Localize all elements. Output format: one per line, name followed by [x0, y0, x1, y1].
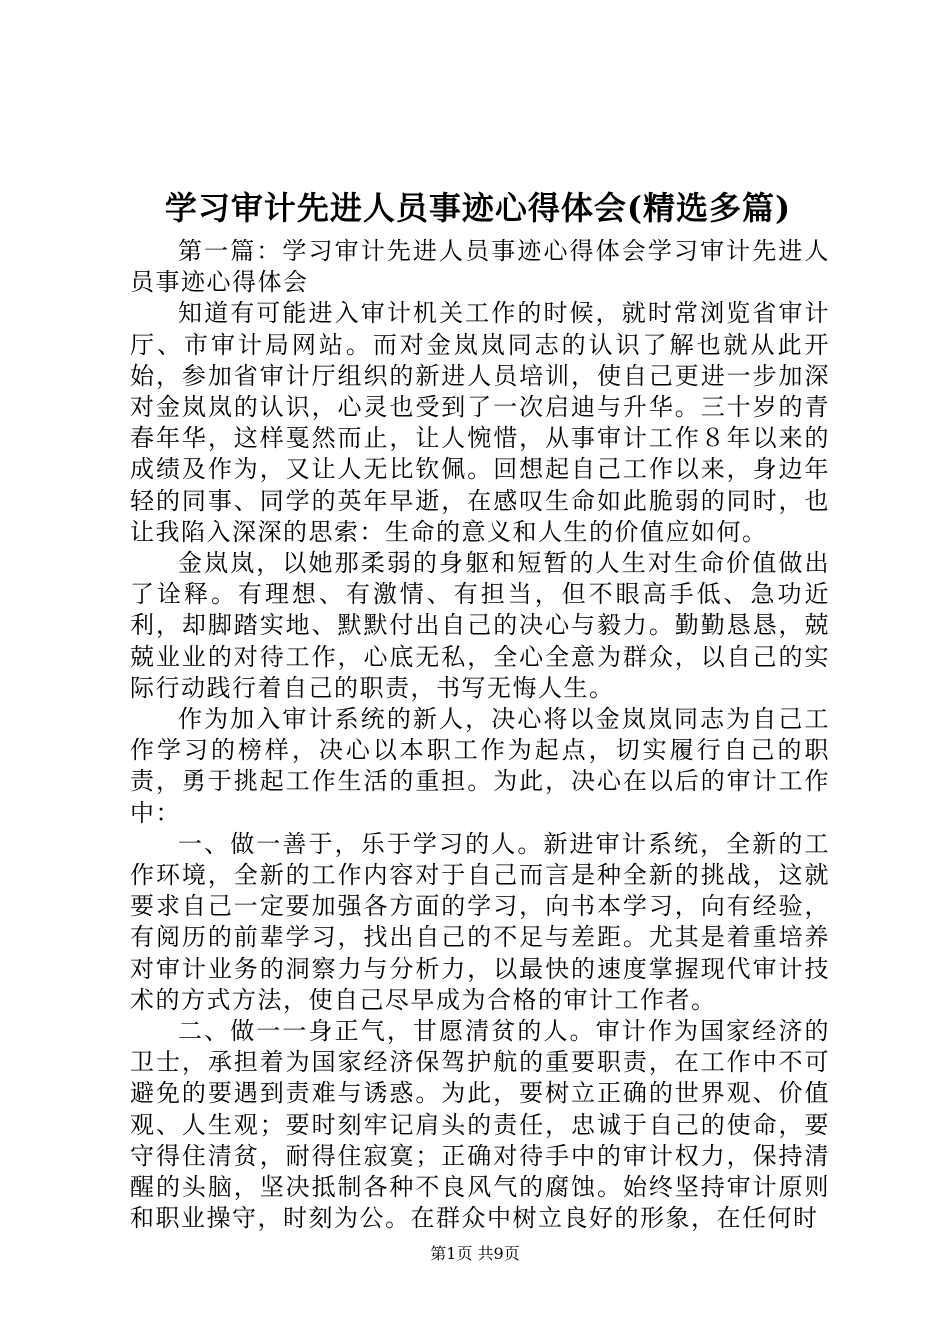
page-number-footer: 第1页 共9页 [430, 1244, 520, 1263]
paragraph: 第一篇：学习审计先进人员事迹心得体会学习审计先进人员事迹心得体会 [130, 237, 830, 297]
document-title: 学习审计先进人员事迹心得体会(精选多篇) [164, 189, 792, 227]
paragraph: 知道有可能进入审计机关工作的时候，就时常浏览省审计厅、市审计局网站。而对金岚岚同志的认识了解也就从此开始，参加省审计厅组织的新进人员培训，使自己更进一步加深对金岚岚的认识，心灵也受到了一次启迪与升华。三十岁的青春年华，这样戛然而止，让人惋惜，从事审计工作８年以来的成绩及作为，又让人无比钦佩。回想起自己工作以来，身边年轻的同事、同学的英年早逝，在感叹生命如此脆弱的同时，也让我陷入深深的思索：生命的意义和人生的价值应如何。 [130, 299, 830, 546]
paragraph: 作为加入审计系统的新人，决心将以金岚岚同志为自己工作学习的榜样，决心以本职工作为起点，切实履行自己的职责，勇于挑起工作生活的重担。为此，决心在以后的审计工作中： [130, 705, 830, 827]
paragraph: 金岚岚，以她那柔弱的身躯和短暂的人生对生命价值做出了诠释。有理想、有激情、有担当，但不眼高手低、急功近利，却脚踏实地、默默付出自己的决心与毅力。勤勤恳恳，兢兢业业的对待工作，心底无私，全心全意为群众，以自己的实际行动践行着自己的职责，书写无悔人生。 [130, 549, 830, 702]
paragraph: 一、做一善于，乐于学习的人。新进审计系统，全新的工作环境，全新的工作内容对于自己而言是种全新的挑战，这就要求自己一定要加强各方面的学习，向书本学习，向有经验，有阅历的前辈学习，找出自己的不足与差距。尤其是着重培养对审计业务的洞察力与分析力，以最快的速度掌握现代审计技术的方式方法，使自己尽早成为合格的审计工作者。 [130, 829, 830, 1014]
paragraph: 二、做一一身正气，甘愿清贫的人。审计作为国家经济的卫士，承担着为国家经济保驾护航的重要职责，在工作中不可避免的要遇到责难与诱惑。为此，要树立正确的世界观、价值观、人生观；要时刻牢记肩头的责任，忠诚于自己的使命，要守得住清贫，耐得住寂寞；正确对待手中的审计权力，保持清醒的头脑，坚决抵制各种不良风气的腐蚀。始终坚持审计原则和职业操守，时刻为公。在群众中树立良好的形象，在任何时 [130, 1017, 830, 1233]
document-body [130, 236, 830, 1235]
